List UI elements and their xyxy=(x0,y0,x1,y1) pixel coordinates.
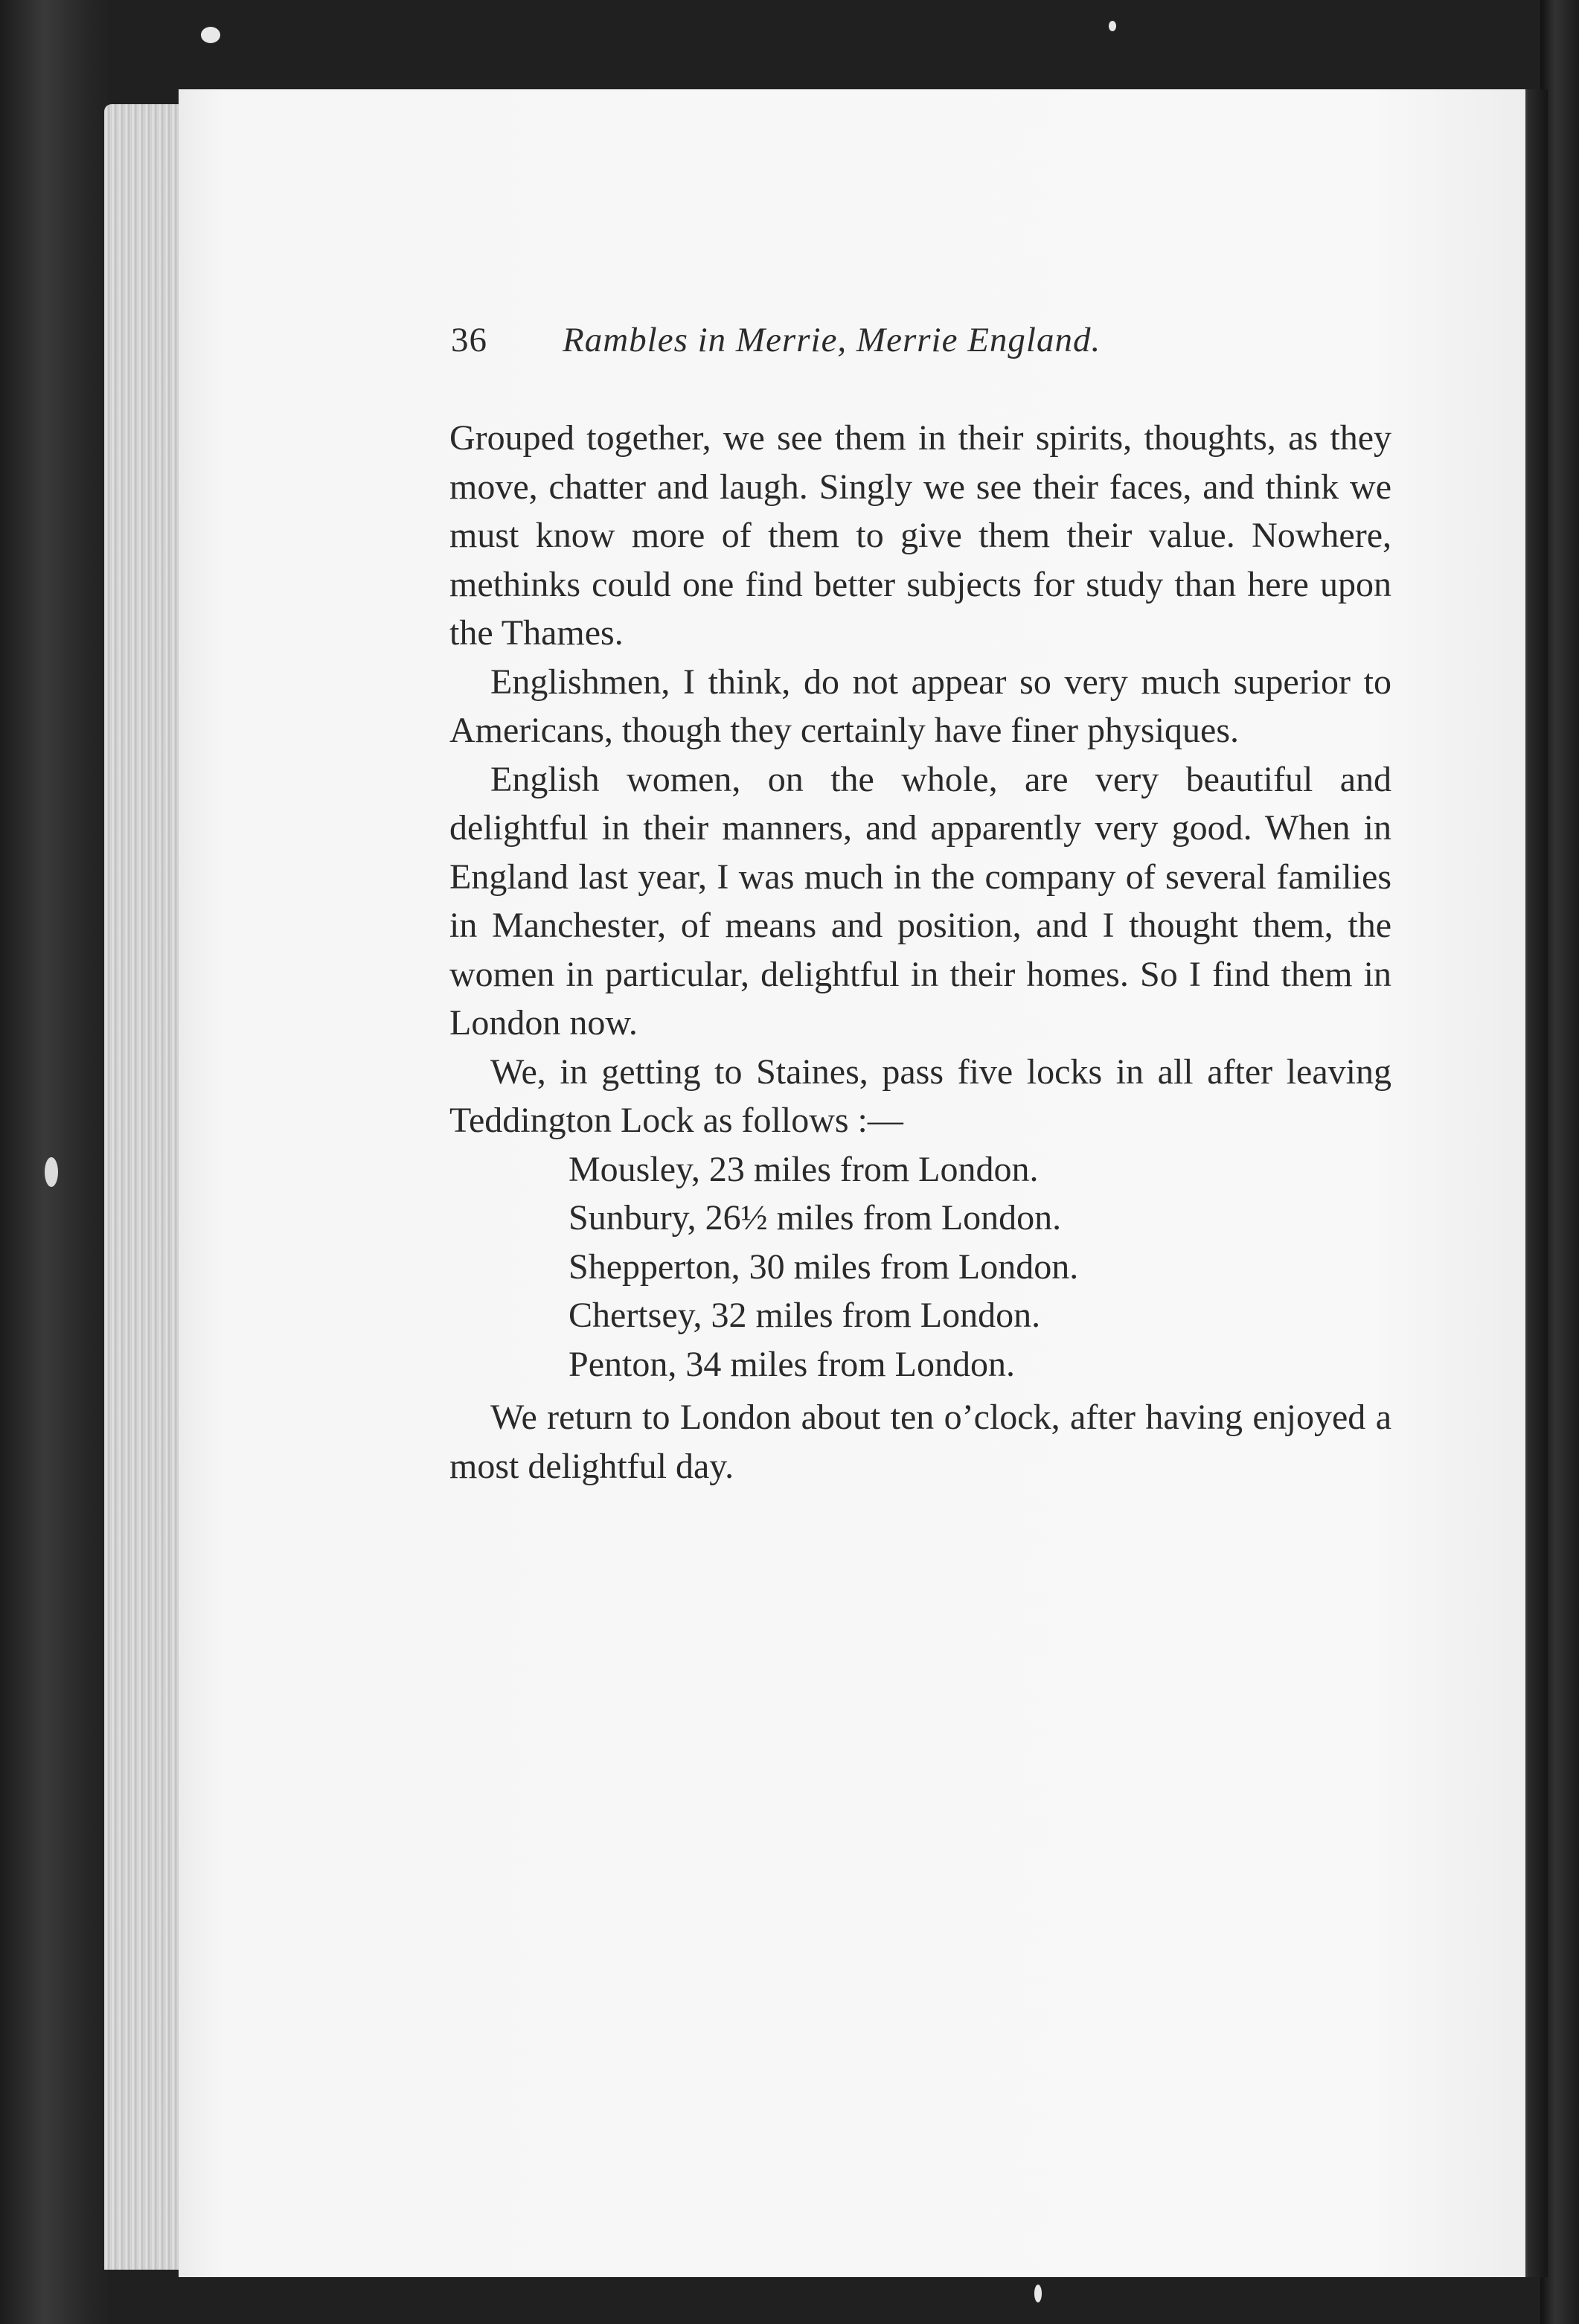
paragraph: We, in getting to Staines, pass five locks in all after leaving Teddington Lock as follows :— xyxy=(449,1051,1391,1140)
list-item: Sunbury, 26½ miles from London. xyxy=(568,1198,1062,1238)
page-number: 36 xyxy=(451,321,487,359)
paragraph: We return to London about ten o’clock, after having enjoyed a most delightful day. xyxy=(449,1398,1391,1486)
paragraph: English women, on the whole, are very beautiful and delightful in their manners, and apparently very good. When in England last year, I was much in the company of several families in Manchester, of means and position, and I thought them, the women in particular, delightful in their homes. So I find them in London now. xyxy=(449,759,1391,1043)
paragraph: Grouped together, we see them in their spirits, thoughts, as they move, chatter and laugh. Singly we see their faces, and think we must know more of them to give them their value. Nowhere, methinks could one find better subjects for study than here upon the Thames. xyxy=(449,418,1391,653)
dust-speck xyxy=(1034,2285,1042,2302)
page-body xyxy=(449,414,1391,1491)
running-head xyxy=(451,320,1269,372)
dust-speck xyxy=(1109,21,1116,31)
dust-speck xyxy=(201,27,220,43)
running-title: Rambles in Merrie, Merrie England. xyxy=(563,321,1101,359)
dust-speck xyxy=(45,1157,58,1187)
list-item: Shepperton, 30 miles from London. xyxy=(568,1246,1079,1287)
locks-list xyxy=(449,1145,1391,1389)
list-item: Chertsey, 32 miles from London. xyxy=(568,1296,1041,1335)
list-item: Penton, 34 miles from London. xyxy=(568,1344,1015,1384)
paragraph: Englishmen, I think, do not appear so very much superior to Americans, though they certainly have finer physiques. xyxy=(449,662,1391,750)
list-item: Mousley, 23 miles from London. xyxy=(568,1149,1039,1189)
